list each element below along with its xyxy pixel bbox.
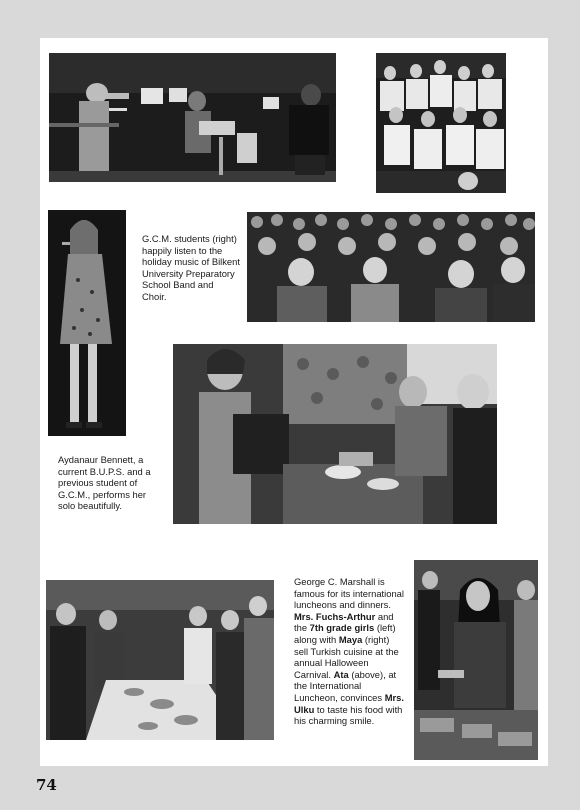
caption-text: to taste his food with his charming smile. — [294, 703, 403, 727]
caption-text: George C. Marshall is famous for its international luncheons and dinners. — [294, 576, 404, 611]
caption-solo-performance: Aydanaur Bennett, a current B.U.P.S. and a previous student of G.C.M., performs her solo beautifully. — [58, 454, 151, 512]
caption-name-mrs-ulku: Mrs. Ulku — [294, 691, 404, 715]
photo-maya-selling-food — [414, 560, 538, 760]
caption-name-maya: Maya — [338, 633, 363, 645]
photo-choir — [376, 53, 506, 193]
caption-luncheon-carnival — [294, 576, 404, 727]
caption-text: (left) along with — [294, 622, 396, 645]
photo-band-concert — [49, 53, 336, 182]
page-number: 74 — [36, 776, 57, 794]
photo-international-luncheon — [173, 344, 497, 524]
photo-carnival-food-table — [46, 580, 274, 740]
caption-name-7th-grade-girls: 7th grade girls — [309, 622, 375, 634]
yearbook-page — [40, 38, 548, 766]
caption-text: and the — [294, 610, 394, 634]
caption-name-ata: Ata — [333, 668, 349, 680]
caption-text: (above), at the International Luncheon, convinces — [294, 668, 397, 703]
photo-solo-singer — [48, 210, 126, 436]
caption-listening-students: G.C.M. students (right) happily listen to the holiday music of Bilkent University Preparatory School Band and Choir. — [142, 233, 240, 302]
photo-audience-students — [247, 212, 535, 322]
caption-text: (right) sell Turkish cuisine at the annual Halloween Carnival. — [294, 633, 399, 680]
caption-name-mrs-fuchs-arthur: Mrs. Fuchs-Arthur — [294, 610, 376, 622]
